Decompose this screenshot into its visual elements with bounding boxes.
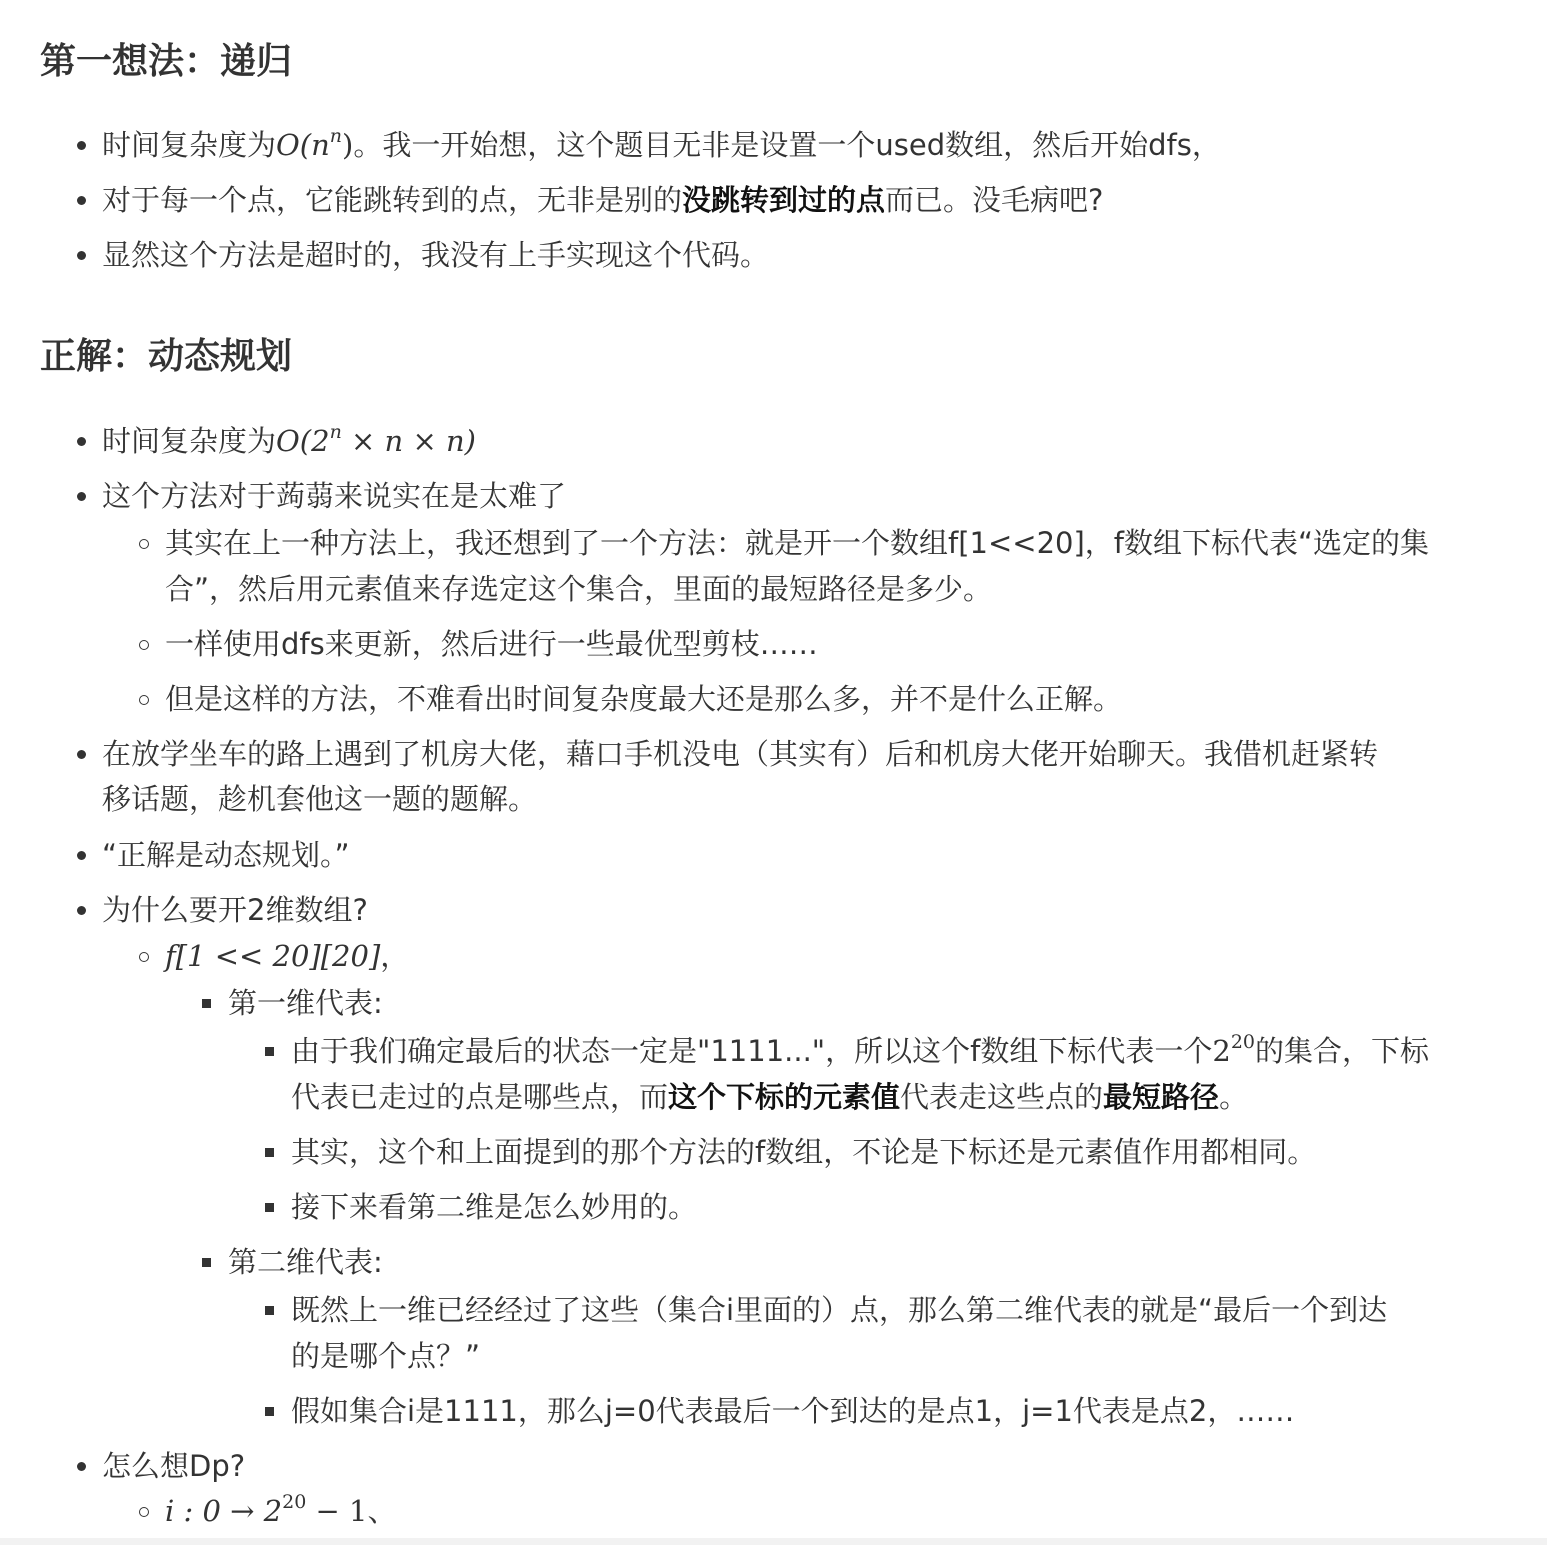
bullet-icon [77,492,86,501]
bullet-icon [77,141,86,150]
math-f-array: f[1 << 20][20] [165,939,381,973]
list-item: 第一维代表: [228,986,383,1020]
list-item: 一样使用dfs来更新，然后进行一些最优型剪枝…… [165,627,818,661]
list-item-continued [291,1074,1248,1120]
math-close: ) [342,128,354,162]
math-O: O(2 [276,424,330,458]
bullet-icon [77,750,86,759]
list-item [165,933,409,979]
math-sup: n [329,421,342,443]
item-text: 、 [367,1494,397,1528]
bullet-icon [77,251,86,260]
bold-text: 没跳转到过的点 [682,183,886,217]
item-text: 的集合，下标 [1255,1034,1430,1068]
bullet-icon [77,906,86,915]
math-sup: n [329,125,343,147]
bullet-icon [139,1507,149,1517]
bottom-divider [0,1538,1547,1545]
list-item: 显然这个方法是超时的，我没有上手实现这个代码。 [102,238,770,272]
bullet-icon [265,1203,274,1212]
bold-text: 这个下标的元素值 [668,1080,901,1114]
bullet-icon [139,640,149,650]
list-item: 第二维代表: [228,1245,383,1279]
bullet-icon [265,1306,274,1315]
list-item: 怎么想Dp? [102,1449,246,1483]
bold-text: 最短路径 [1103,1080,1220,1114]
item-text: 对于每一个点，它能跳转到的点，无非是别的 [102,183,683,217]
bullet-icon [139,695,149,705]
bullet-icon [139,952,149,962]
item-text: ， [380,939,410,973]
math-tail: − 1 [306,1494,368,1528]
list-item: 在放学坐车的路上遇到了机房大佬，藉口手机没电（其实有）后和机房大佬开始聊天。我借机赶紧转 [102,737,1379,771]
math-tail: × n × n) [341,424,476,458]
bullet-icon [139,539,149,549]
list-item: 为什么要开2维数组? [102,893,368,927]
item-text: 。 [1219,1080,1249,1114]
item-text: 代表走这些点的 [900,1080,1104,1114]
math-sup: 20 [282,1491,307,1513]
bullet-icon [265,1047,274,1056]
item-text: 。我一开始想，这个题目无非是设置一个used数组，然后开始dfs， [353,128,1221,162]
bullet-icon [77,437,86,446]
bullet-icon [265,1148,274,1157]
item-text: 时间复杂度为 [102,424,277,458]
bullet-icon [202,999,211,1008]
list-item-continued: 合”，然后用元素值来存选定这个集合，里面的最短路径是多少。 [165,572,993,606]
math-two: 2 [1212,1034,1231,1068]
bullet-icon [77,851,86,860]
bullet-icon [77,196,86,205]
list-item: 接下来看第二维是怎么妙用的。 [291,1190,698,1224]
list-item: 但是这样的方法，不难看出时间复杂度最大还是那么多，并不是什么正解。 [165,682,1123,716]
bullet-icon [265,1407,274,1416]
math-O: O(n [276,128,330,162]
list-item [291,1028,1429,1074]
list-item: 这个方法对于蒟蒻来说实在是太难了 [102,479,567,513]
list-item [102,418,476,464]
list-item: 其实，这个和上面提到的那个方法的f数组，不论是下标还是元素值作用都相同。 [291,1135,1317,1169]
item-text: 而已。没毛病吧? [885,183,1104,217]
list-item: “正解是动态规划。” [102,838,350,872]
item-text: 代表已走过的点是哪些点，而 [291,1080,669,1114]
list-item [165,1488,397,1534]
heading-first-idea: 第一想法：递归 [40,41,293,82]
list-item-continued: 的是哪个点？” [291,1339,481,1373]
heading-correct-solution: 正解：动态规划 [40,336,293,377]
list-item [102,122,1221,168]
math-sup: 20 [1230,1031,1255,1053]
list-item: 既然上一维已经经过了这些（集合i里面的）点，那么第二维代表的就是“最后一个到达 [291,1293,1388,1327]
list-item: 其实在上一种方法上，我还想到了一个方法：就是开一个数组f[1<<20]，f数组下标代表“选定的集 [165,526,1430,560]
list-item-continued: 移话题，趁机套他这一题的题解。 [102,782,538,816]
bullet-icon [77,1462,86,1471]
math-range: i : 0 → 2 [165,1494,283,1528]
item-text: 由于我们确定最后的状态一定是"1111..."，所以这个f数组下标代表一个 [291,1034,1213,1068]
item-text: 时间复杂度为 [102,128,277,162]
list-item [102,177,1103,223]
bullet-icon [202,1258,211,1267]
list-item: 假如集合i是1111，那么j=0代表最后一个到达的是点1，j=1代表是点2，…… [291,1394,1295,1428]
